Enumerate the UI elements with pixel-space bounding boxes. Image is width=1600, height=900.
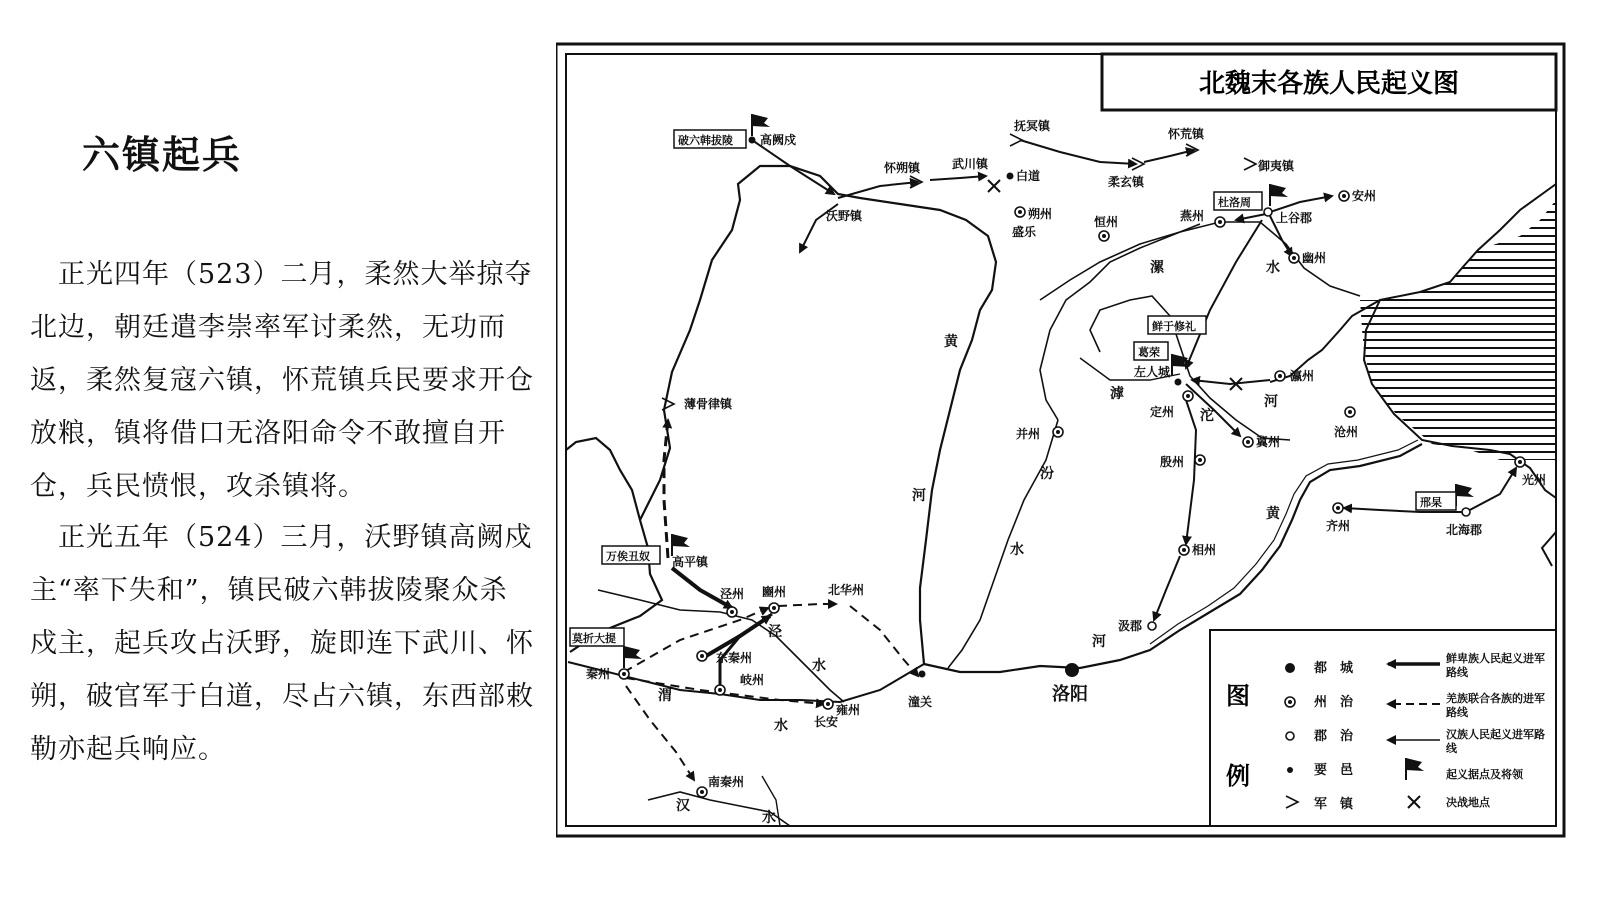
river-lei: 漯 xyxy=(1150,260,1164,276)
place-shengle: 盛乐 xyxy=(1012,225,1037,239)
place-dingzhou: 定州 xyxy=(1150,405,1175,419)
legend-battle: 决战地点 xyxy=(1446,796,1490,809)
leader-xianyuxiuli: 鲜于修礼 xyxy=(1152,320,1196,333)
place-dongqinzhou: 东秦州 xyxy=(716,651,753,665)
place-gaoquexu: 高阙戍 xyxy=(760,133,797,147)
place-shuozhou: 朔州 xyxy=(1028,207,1053,221)
river-shui-1: 水 xyxy=(1010,542,1024,558)
legend-title-1: 图 xyxy=(1226,682,1250,710)
river-wei: 渭 xyxy=(658,688,672,704)
river-he-3: 河 xyxy=(1092,634,1106,650)
legend-qiang-route: 羌族联合各族的进军路线 xyxy=(1446,692,1545,719)
river-jing: 泾 xyxy=(768,624,782,640)
place-jijun: 汲郡 xyxy=(1118,619,1143,633)
place-woye: 沃野镇 xyxy=(826,209,863,223)
river-tuo: 沱 xyxy=(1200,408,1214,424)
place-yinzhou: 殷州 xyxy=(1160,455,1185,469)
place-luoyang: 洛阳 xyxy=(1052,684,1088,705)
river-huang-1: 黄 xyxy=(944,334,958,350)
leader-gerong: 葛荣 xyxy=(1138,346,1160,359)
river-huang-2: 黄 xyxy=(1266,506,1280,522)
legend-commandery-icon xyxy=(1286,732,1294,740)
river-he-1: 河 xyxy=(912,488,926,504)
place-huaihuang: 怀荒镇 xyxy=(1168,127,1205,141)
place-wuchuan: 武川镇 xyxy=(952,157,989,171)
place-hengzhou: 恒州 xyxy=(1094,215,1119,229)
river-hu: 滹 xyxy=(1110,386,1124,402)
place-xiangzhou: 相州 xyxy=(1192,543,1217,557)
place-anzhou: 安州 xyxy=(1352,189,1377,203)
leader-duluozhou: 杜洛周 xyxy=(1218,196,1251,209)
place-zuorencheng: 左人城 xyxy=(1134,365,1171,379)
place-beihai: 北海郡 xyxy=(1446,523,1483,537)
place-cangzhou: 沧州 xyxy=(1334,425,1359,439)
place-binzhou: 豳州 xyxy=(762,585,787,599)
uprising-map xyxy=(556,42,1568,838)
place-bingzhou: 并州 xyxy=(1016,427,1041,441)
river-shui-4: 水 xyxy=(774,718,788,734)
leader-poliuhan: 破六韩拔陵 xyxy=(678,134,733,147)
place-yuyi: 御夷镇 xyxy=(1258,159,1295,173)
leader-mozhetiansheng: 莫折大提 xyxy=(572,632,616,645)
place-fuming: 抚冥镇 xyxy=(1014,119,1051,133)
legend-han-route: 汉族人民起义进军路线 xyxy=(1446,728,1545,755)
slide-title: 六镇起兵 xyxy=(82,133,243,177)
place-baidao: 白道 xyxy=(1016,169,1041,183)
legend-town: 要 邑 xyxy=(1314,763,1354,778)
place-yanzhou: 燕州 xyxy=(1180,209,1205,223)
legend-town-icon xyxy=(1287,767,1293,773)
place-guangzhou: 光州 xyxy=(1522,473,1547,487)
legend-xianbei-route: 鲜卑族人民起义进军路线 xyxy=(1446,652,1545,679)
river-han: 汉 xyxy=(676,798,690,814)
place-yongzhou: 雍州 xyxy=(836,703,861,717)
place-qizhou-west: 岐州 xyxy=(740,673,765,687)
place-tongguan: 潼关 xyxy=(908,695,933,709)
legend-capital-icon xyxy=(1285,663,1295,673)
capital-luoyang-marker xyxy=(1065,663,1079,677)
place-beihuazhou: 北华州 xyxy=(828,583,865,597)
place-nanqinzhou: 南秦州 xyxy=(708,775,745,789)
paragraph-2: 正光五年（524）三月，沃野镇高阙戍主“率下失和”，镇民破六韩拔陵聚众杀戍主，起兵攻占沃野，旋即连下武川、怀朔，破官军于白道，尽占六镇，东西部敕勒亦起兵响应。 xyxy=(30,522,534,765)
place-yingzhou: 瀛州 xyxy=(1290,369,1315,383)
river-he-2: 河 xyxy=(1264,394,1278,410)
place-rouxuan: 柔玄镇 xyxy=(1108,175,1145,189)
place-qinzhou: 秦州 xyxy=(586,667,611,681)
legend-garrison: 军 镇 xyxy=(1314,797,1354,812)
legend-prefecture: 州 治 xyxy=(1314,695,1354,710)
leader-xingguo: 邢杲 xyxy=(1420,496,1442,509)
river-shui-3: 水 xyxy=(812,658,826,674)
map-title: 北魏末各族人民起义图 xyxy=(1198,69,1460,99)
place-bogulv: 薄骨律镇 xyxy=(684,397,733,411)
legend-capital: 都 城 xyxy=(1314,661,1354,676)
river-shui-5: 水 xyxy=(762,810,776,826)
legend-base-leader: 起义据点及将领 xyxy=(1446,768,1523,781)
place-shanggu: 上谷郡 xyxy=(1276,211,1313,225)
legend-prefecture-dot xyxy=(1288,700,1292,704)
place-jingzhou: 泾州 xyxy=(720,587,745,601)
river-fen: 汾 xyxy=(1040,466,1054,482)
legend-commandery: 郡 治 xyxy=(1314,729,1354,744)
place-gaoping: 高平镇 xyxy=(672,555,709,569)
place-jizhou: 冀州 xyxy=(1256,435,1281,449)
place-changan: 长安 xyxy=(814,715,839,729)
paragraph-1: 正光四年（523）二月，柔然大举掠夺北边，朝廷遣李崇率军讨柔然，无功而返，柔然复寇六镇，怀荒镇兵民要求开仓放粮，镇将借口无洛阳命令不敢擅自开仓，兵民愤恨，攻杀镇将。 xyxy=(30,259,534,502)
leader-moqichounu: 万俟丑奴 xyxy=(606,550,650,563)
legend-title-2: 例 xyxy=(1226,762,1250,790)
place-qizhou: 齐州 xyxy=(1326,519,1351,533)
river-shui-2: 水 xyxy=(1266,260,1280,276)
place-youzhou: 幽州 xyxy=(1302,251,1327,265)
place-huaishuo: 怀朔镇 xyxy=(884,161,921,175)
